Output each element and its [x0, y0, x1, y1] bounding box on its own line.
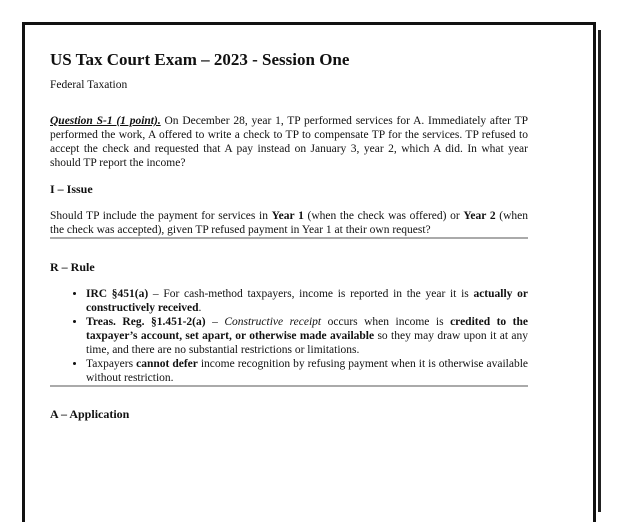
rule-list [50, 287, 528, 385]
issue-year1: Year 1 [271, 210, 304, 222]
rule-text: occurs when income is [321, 316, 451, 328]
issue-text-2: (when the check was offered) or [303, 210, 464, 222]
document-content [50, 50, 528, 421]
rule-item-irc-451 [86, 287, 528, 315]
page-subtitle: Federal Taxation [50, 79, 128, 91]
issue-year2: Year 2 [463, 210, 496, 222]
rule-citation: Treas. Reg. §1.451-2(a) [86, 316, 206, 328]
rule-emphasis: credited to the taxpayer’s account, set apart, or otherwise made available [86, 316, 528, 342]
rule-text: so they may draw upon it at any time, and there are no substantial restrictions or limitations. [86, 330, 528, 356]
page-shadow [598, 30, 601, 512]
rule-text: income recognition by refusing payment when it is otherwise available without restriction. [86, 358, 529, 384]
rule-text: . [198, 302, 202, 314]
rule-emphasis: cannot defer [136, 358, 198, 370]
issue-text-3: (when the check was accepted), given TP refused payment in Year 1 at their own request? [50, 210, 529, 236]
rule-text: – For cash-method taxpayers, income is reported in the year it is [148, 288, 474, 300]
section-divider [50, 237, 528, 239]
section-divider [50, 385, 528, 387]
issue-heading: I – Issue [50, 182, 93, 196]
application-heading: A – Application [50, 407, 130, 421]
rule-term: Constructive receipt [224, 316, 322, 328]
rule-item-no-deferral [86, 357, 528, 385]
page-title: US Tax Court Exam – 2023 - Session One [50, 50, 350, 69]
question-paragraph [50, 114, 528, 170]
rule-text: – [205, 316, 225, 328]
rule-item-treas-reg [86, 315, 528, 357]
rule-heading: R – Rule [50, 260, 95, 274]
rule-emphasis: actually or constructively received [86, 288, 528, 314]
question-text: On December 28, year 1, TP performed services for A. Immediately after TP performed the work, A offered to write a check to TP to compensate TP for the services. TP refused to accept the check and requested that A pay instead on January 3, year 2, which A did. In what year should TP report the income? [50, 115, 528, 169]
rule-citation: IRC §451(a) [86, 288, 149, 300]
rule-text: Taxpayers [86, 358, 137, 370]
issue-text-1: Should TP include the payment for services in [50, 210, 272, 222]
issue-paragraph [50, 209, 528, 237]
question-label: Question S-1 (1 point). [50, 115, 161, 127]
